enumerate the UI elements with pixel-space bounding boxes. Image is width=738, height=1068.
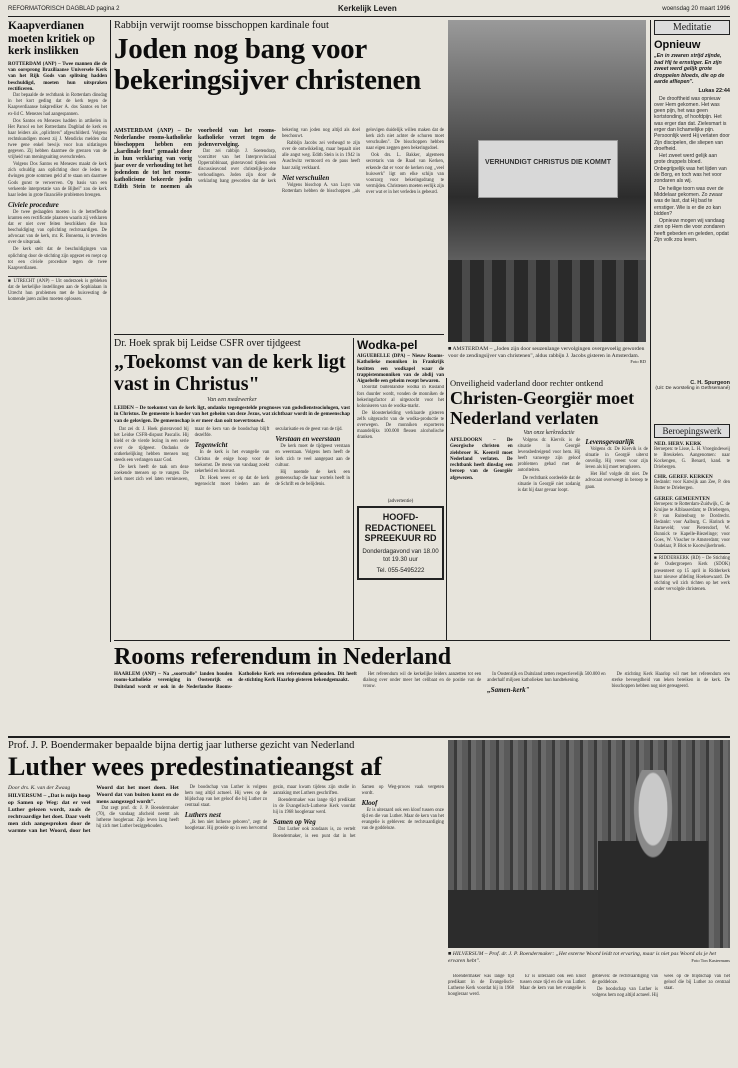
- masthead-rule: [8, 16, 730, 17]
- wodka-body: Doordat buitenlandse wodka in Rusland fors duurder wordt, vonden de monniken de bekeringsfactor al uitgezocht voor het koloniseren van de wodka-markt. De kloosterkelding verklaarde gisteren zelfs uitgezocht van de wodka-productie te overwegen. De monniken exporteren maandelijks 100.000 flessen alcoholische dranken.: [357, 385, 444, 441]
- ad-label: (advertentie): [387, 499, 414, 505]
- kaapverdianen-lead: ROTTERDAM (ANP) – Twee mannen die de van oorsprong Braziliaanse Universele Kerk van het Rijk Gods van splitsing hadden beschuldigd, moeten hun uitspraken rectificeren.: [8, 61, 107, 92]
- masthead: [8, 4, 730, 16]
- spreekuur-ad: [357, 506, 444, 580]
- luther-headline: Luther wees predestinatieangst af: [8, 752, 382, 781]
- georgier-article: [450, 378, 648, 640]
- kaapverdianen-body-2: De twee gedaagden moeten in de betreffende kranten een rectificatie plaatsen waarin zij verklaren dat er niet over feiten beschikken die hun beschuldiging van oplichting rechtvaardigen. De advocaat van de kerk, mr. R. Bonsema, is tevreden over de uitspraak. De kerk stelt dat de beschuldigingen van oplichting door de stichting zijn opgezet en roept op tot een civiele procedure tegen de twee Kaapverdianen.: [8, 209, 107, 271]
- georgier-kicker: Onveiligheid vaderland door rechter ontkend: [450, 378, 603, 388]
- georgier-body: Volgens dr. Kiervik is de situatie in Georgië levensbedreigend voor hem. Hij heeft vanwege zijn geloof problemen gehad met de autoriteiten. De rechtbank oordeelde dat de situatie in Georgië niet zodanig is dat hij daar gevaar loopt.: [517, 438, 581, 493]
- luther-photo-caption: ■ HILVERSUM – Prof. dr. J. P. Boendermaker: „Het externe Woord leidt tot ervaring, maar is niet pas Woord als je het ervaren hebt". Foto Ton Kastermans: [448, 951, 730, 964]
- kaapverdianen-body: Dat bepaalde de rechtbank in Rotterdam dinsdag in het kort geding dat de kerk tegen de Kaapverdiaanse bakprediker A. dos Santos en het ex-lid C. Menezes had aangespannen. Dos Santos en Menezes hadden in artikelen in Het Parool en het Rotterdams Dagblad de kerk en haar leiders als „oplichters" afgeschilderd. Volgens rechtskundigen moest zij J. Mendicks melden dat twee gene enkel bewijs voor hun uitlatingen gegeven. Zij hebben daarmee de grenzen van de vrijheid van meningsuiting overschreden. Volgens Dos Santos en Menezes maakt de kerk zich schuldig aan oplichting door de leden te dwingen grote sommen geld af te staan om daarmee Gods gunst te verwerven. Op basis van een verkeerde interpretatie van de Bijbel" zou de kerk haar leden in grote financiële problemen brengen.: [8, 93, 107, 198]
- photo-podium: [448, 260, 646, 342]
- meditatie-ref: Lukas 22:44: [698, 87, 730, 94]
- photo1-caption: ■ AMSTERDAM – „Joden zijn door seuzenlange vervolgingen overgevoelig geworden voor de zendingsijver van christenen", aldus rabbijn J. Jacobs gisteren in Amsterdam. Foto RD: [448, 346, 646, 365]
- referendum-lead: HAARLEM (ANP) – Na „soortvalle" landen houden rooms-katholieke vereniging in Oostenrijk en Duitsland wordt er ook in de Nederlandse Rooms-Katholieke Kerk een referendum gehouden. Dit heeft de stichting Kerk Haarlop gisteren bekendgemaakt.: [114, 672, 357, 690]
- wodka-lead: AIGUEBELLE (DPA) – Nieuw Rooms-Katholieke monniken in Frankrijk bezitten een wodkapel waar de trappistenmonniken van de abdij van Aiguebelle een geheim recept bewaren.: [357, 354, 444, 385]
- luther-continuation-body: Boendermaker was lange tijd predikant in de Evangelisch-Lutherse Kerk voordat hij in 1968 hoogleraar werd. Er is uiteraard ook een kloof tussen onze tijd en die van Luther. Maar de kern van het evangelie is gebleven: de rechtvaardiging van de goddeloze. De boodschap van Luther is volgens hem nog altijd actueel. Hij wees op de blijdschap van het geloof die bij Luther zo centraal staat.: [448, 974, 730, 999]
- beroepingswerk-section: NED. HERV. KERK Beroepen: te Lisse, L. H. Vroegindeweij te Breukelen. Aangenomen: naar Kockengen, G. Benard, kand. te Driebergen.: [654, 441, 730, 471]
- georgier-headline: Christen-Georgiër moet Nederland verlaten: [450, 388, 635, 428]
- luther-continuation: [448, 974, 730, 1064]
- ad-phone: Tel. 055-5495222: [376, 566, 425, 574]
- ad-day: Donderdagavond van 18.00 tot 19.30 uur: [362, 547, 439, 563]
- section-rule: [114, 334, 444, 335]
- referendum-body-2: De stichting Kerk Haarlop wil met het referendum een sterke bevoegdheid van leken bereiken in de kerk. De bisschoppen hebben nog niet gereageerd.: [611, 672, 730, 690]
- lsfr-article: [114, 338, 350, 640]
- referendum-article: [114, 644, 730, 734]
- masthead-date: woensdag 20 maart 1996: [662, 6, 730, 12]
- bisschoppen-kicker: Rabbijn verwijt roomse bisschoppen kardinale fout: [114, 20, 329, 31]
- luther-subhead-2: Samen op Weg: [273, 818, 316, 827]
- luther-body-2: „Ik ben niet lutherse geboren", zegt de hoogleraar. Hij groeide op in een hervormd gezin, maar kwam tijdens zijn studie in aanraking met Luthers geschriften. Boendermaker was lange tijd predikant in de Evangelisch-Lutherse Kerk voordat hij in 1968 hoogleraar werd.: [184, 785, 356, 832]
- bisschoppen-subhead: Niet verschuilen: [282, 173, 330, 182]
- utrecht-brief: ■ UTRECHT (ANP) – Uit onderzoek is gebleken dat de kerkelijke instellingen aan de Sophialaan in Utrecht hun problemen met de huisvesting de komende jaren zullen moeten oplossen.: [8, 278, 107, 303]
- luther-kicker: Prof. J. P. Boendermaker bepaalde bijna dertig jaar lutherse gezicht van Nederland: [8, 740, 355, 751]
- luther-photo-credit: Foto Ton Kastermans: [691, 957, 730, 963]
- beroepingswerk-section: CHR. GEREF. KERKEN Bedankt: voor Katwijk aan Zee, P. den Butter te Driebergen.: [654, 474, 730, 492]
- beroepingswerk-column: [654, 424, 730, 640]
- meditatie-column: [654, 20, 730, 420]
- bisschoppen-body: Dat zei rabbijn J. Soetendorp, voorzitter van het Interprovinciaal Opperrabbinaat, gisteravond tijdens een discussieavond over christelijk-joodse verhoudingen. Joden zijn door de verklaring bang geworden dat de kerk bekering van joden nog altijd als doel beschouwt. Rabbijn Jacobs zei verheugd te zijn over de ontwikkeling, maar bepaalt niet alle angst weg. Edith Stein is in 1942 in Auschwitz vermoord en de paus heeft haar zalig verklaard.: [198, 128, 360, 185]
- referendum-headline: Rooms referendum in Nederland: [114, 644, 452, 670]
- section-rule: [114, 640, 730, 641]
- luther-byline: Door drs. K. van der Zwaag: [8, 785, 71, 791]
- bisschoppen-body-2: Volgens bisschop A. van Luyn van Rotterdam hebben de bisschoppen ,,als gelovigen duidelijk willen maken dat de kerk zich niet achter de schuren moet verschuilen". De bisschoppen hebben naar eigen zeggen geen bekeringsdoel. Ook drs. L. Bakker, algemeen secretaris van de Raad van Kerken, erkende dat er voor de kerken nog ,,veel huiswerk" ligt om elke schijn van voorzorg voor bekeringsdrang te vermijden. Christenen moeten eerlijk zijn over wat er in het verleden is gebeurd.: [282, 128, 444, 195]
- masthead-section: Kerkelijk Leven: [338, 4, 397, 13]
- lsfr-lead: LEIDEN – De toekomst van de kerk ligt, ondanks tegengestelde prognoses van godsdienstsociologen, vast in Christus. De gemeente is hoeder van het geheim van deze Jezus, wat zichtbaar wordt in de gemeenschap van de gelovigen. De gemeenschap is er meer dan ooit toevertrouwd.: [114, 405, 350, 424]
- lsfr-byline: Van een medewerker: [207, 397, 257, 403]
- ad-title: HOOFD-REDACTIONEEL SPREEKUUR RD: [364, 512, 437, 544]
- ridderkerk-brief: ■ RIDDERKERK (RD) – De Stichting de Oudergroepen Kerk (SDOK) presenteert op 15 april in Ridderkerk haar nieuwe afdeling Hoeksewaard. De stichting wil zich richten op het werk onder vervolgde christenen.: [654, 556, 730, 592]
- bisschoppen-lead: AMSTERDAM (ANP) – De Nederlandse rooms-katholieke bisschoppen hebben een „kardinale fout" gemaakt door in hun verklaring van vorig jaar over de verhouding tot het jodendom de tot het rooms-katholicisme bekeerde jodin Edith Stein te noemen als voorbeeld van het rooms-katholieke verzet tegen de jodenvervolging.: [114, 128, 276, 190]
- masthead-left: REFORMATORISCH DAGBLAD pagina 2: [8, 6, 120, 12]
- lsfr-subhead: Tegenwicht: [194, 441, 228, 450]
- photo1-credit: Foto RD: [630, 359, 646, 365]
- section-rule: [8, 736, 730, 738]
- lsfr-kicker: Dr. Hoek sprak bij Leidse CSFR over tijdgeest: [114, 338, 301, 349]
- luther-article: [8, 740, 444, 1064]
- wodka-article: [357, 338, 444, 640]
- boendermaker-portrait-photo: [448, 740, 730, 948]
- referendum-body: Het referendum wil de kerkelijke leiders aanzetten tot een dialoog over onder meer het celibaat en de positie van de vrouw. In Oostenrijk en Duitsland zetten respectievelijk 500.000 en anderhalf miljoen katholieken hun handtekening.: [362, 672, 606, 690]
- luther-subhead: Luthers nest: [184, 811, 221, 820]
- meditatie-body: De drooftheid was opnieuw over Hem gekomen. Het was geen pijn, het was geen kortstonding, of hoofdpijn. Het was erger dan dat. Zielesmart is erger dan lichamelijke pijn. Persoonlijk werd Hij verlaten door Zijn discipelen, die sliepen van droefheid. Het zweet werd gelijk aan grote druppels bloed. Onbegrijpelijk was het lijden van de Borg, en toch was het voor zondaren als wij. De heilige toorn was over de Middelaar gekomen. Zo zwaar was de last, dat Hij bad te ernstiger. Wie is er die zo kan bidden? Opnieuw mogen wij vandaag zien op Hem die voor zondaren heeft gebeden en geleden, opdat Zijn volk zou leven.: [654, 95, 730, 244]
- georgier-lead: APELDOORN – De Georgische christen en zielsbroer K. Keenvil moet Nederland verlaten. De rechtbank heeft dinsdag een beroep van de Georgiër afgewezen.: [450, 438, 513, 481]
- wodka-headline: Wodka-pel: [357, 338, 418, 352]
- meditatie-quote: „En in zwaren strijd zijnde, bad Hij te ernstiger. En zijn zweet werd gelijk grote droppelen bloeds, die op de aarde afliepen".: [654, 53, 725, 85]
- lsfr-body-3: De kerk moet de tijdgeest verstaan en weerstaan. Volgens hem heeft de kerk zich te veel aangepast aan de cultuur. Hij noemde de kerk een gemeenschap die haar wortels heeft in de Schrift en de belijdenis.: [275, 444, 350, 487]
- georgier-byline: Van onze kerkredactie: [523, 430, 575, 436]
- referendum-subhead: „Samen-kerk": [487, 686, 530, 695]
- meditatie-label: Meditatie: [654, 20, 730, 35]
- bisschoppen-article: [114, 20, 444, 330]
- lsfr-headline: „Toekomst van de kerk ligt vast in Christus": [114, 351, 346, 395]
- meditatie-title: Opnieuw: [654, 39, 701, 51]
- church-conference-photo: [448, 20, 646, 342]
- meditatie-signature: C. H. Spurgeon: [690, 379, 730, 386]
- bisschoppen-headline: Joden nog bang voor bekeringsijver christenen: [114, 33, 421, 96]
- photo1-caption-text: AMSTERDAM – „Joden zijn door seuzenlange vervolgingen overgevoelig geworden voor de zendingsijver van christenen", aldus rabbijn J. Jacobs gisteren in Amsterdam.: [448, 346, 645, 359]
- georgier-body-2: Volgens dr. De Kiervik is de situatie in Georgië uiterst onveilig. Hij vreest voor zijn leven als hij moet terugkeren. Het Hof volgde dit niet. De advocaat overweegt in beroep te gaan.: [585, 447, 648, 490]
- luther-body-4: Er is uiteraard ook een kloof tussen onze tijd en die van Luther. Maar de kern van het evangelie is gebleven: de rechtvaardiging van de goddeloze.: [361, 808, 444, 832]
- column-divider: [110, 20, 111, 642]
- column-divider: [353, 338, 354, 640]
- georgier-subhead: Levensgevaarlijk: [585, 438, 635, 446]
- column-divider: [650, 20, 651, 640]
- meditatie-signature-source: (Uit: De worsteling in Gethsemané): [655, 385, 730, 391]
- luther-subhead-3: Kloof: [361, 799, 378, 808]
- luther-body-3: Dat Luther ook zondaars is, zo vertelt Boendermaker, is een punt dat in het Samen op Weg-proces vaak vergeten wordt.: [273, 785, 444, 839]
- luther-lead: HILVERSUM – „Dat is mijn hoop op Samen op Weg: dat er veel Luther gelezen wordt, zoals de rechtvaardige het doet. Daar voelt men zich aangesproken door de warmte van het Woord, door het Woord dat het moet doen. Het Woord dat van buiten komt en de mens aangezegd wordt".: [8, 785, 179, 834]
- photo-banner: VERHUNDIGT CHRISTUS DIE KOMMT: [478, 140, 618, 198]
- luther-caption-text: HILVERSUM – Prof. dr. J. P. Boendermaker: „Het externe Woord leidt tot ervaring, maar is niet pas Woord als je het ervaren hebt".: [448, 951, 717, 964]
- luther-body: Dat zegt prof. dr. J. P. Boendermaker (70), die vandaag afscheid neemt als lutherse hoogleraar. Zijn leven lang heeft hij zich met Luther beziggehouden. De boodschap van Luther is volgens hem nog altijd actueel. Hij wees op de blijdschap van het geloof die bij Luther zo centraal staat.: [96, 785, 268, 829]
- lsfr-body-2: In de kerk is het evangelie van Christus de enige hoop voor de toekomst. De mens van vandaag zoekt zekerheid en houvast. Dr. Hoek wees er op dat de kerk tegenwicht moet bieden aan de secularisatie en de geest van de tijd.: [194, 427, 343, 487]
- kaapverdianen-subhead: Civiele procedure: [8, 200, 59, 209]
- beroepingswerk-section: GEREF. GEMEENTEN Beroepen: te Rotterdam-Zuidwijk, C. de Kruijne te Alblasserdam; te Driebergen, P. van Ruitenburg te Dordrecht. Bedankt: voor Aalburg, C. Harinck te Barneveld; voor Pietersdorf, W. Bunnick te Kapelle-Biezelinge; voor Goes, W. Visscher te Amsterdam; voor Oudelaar, P. Blok te Kootwijkerbroek.: [654, 495, 730, 550]
- bookshelf-shadow: [448, 890, 598, 948]
- lsfr-body: Dat zei dr. J. Hoek gisteravond bij het Leidse CSFR-dispuut Pascalis. Hij hield er de vierde lezing in een serie over de tijdgeest. Ondanks de ontkerkelijking hebben mensen nog steeds een verlangen naar God. De kerk heeft de taak om deze zoekende mensen op te vangen. De kerk moet zich wel laten vernieuwen, maar de kern van de boodschap blijft dezelfde.: [114, 427, 270, 482]
- beroepingswerk-label: Beroepingswerk: [654, 424, 730, 438]
- kaapverdianen-headline: Kaapverdianen moeten kritiek op kerk inslikken: [8, 20, 95, 58]
- lsfr-subhead-2: Verstaan en weerstaan: [275, 435, 341, 444]
- portrait-figure: [598, 770, 708, 948]
- kaapverdianen-article: [8, 20, 107, 660]
- column-divider: [446, 378, 447, 640]
